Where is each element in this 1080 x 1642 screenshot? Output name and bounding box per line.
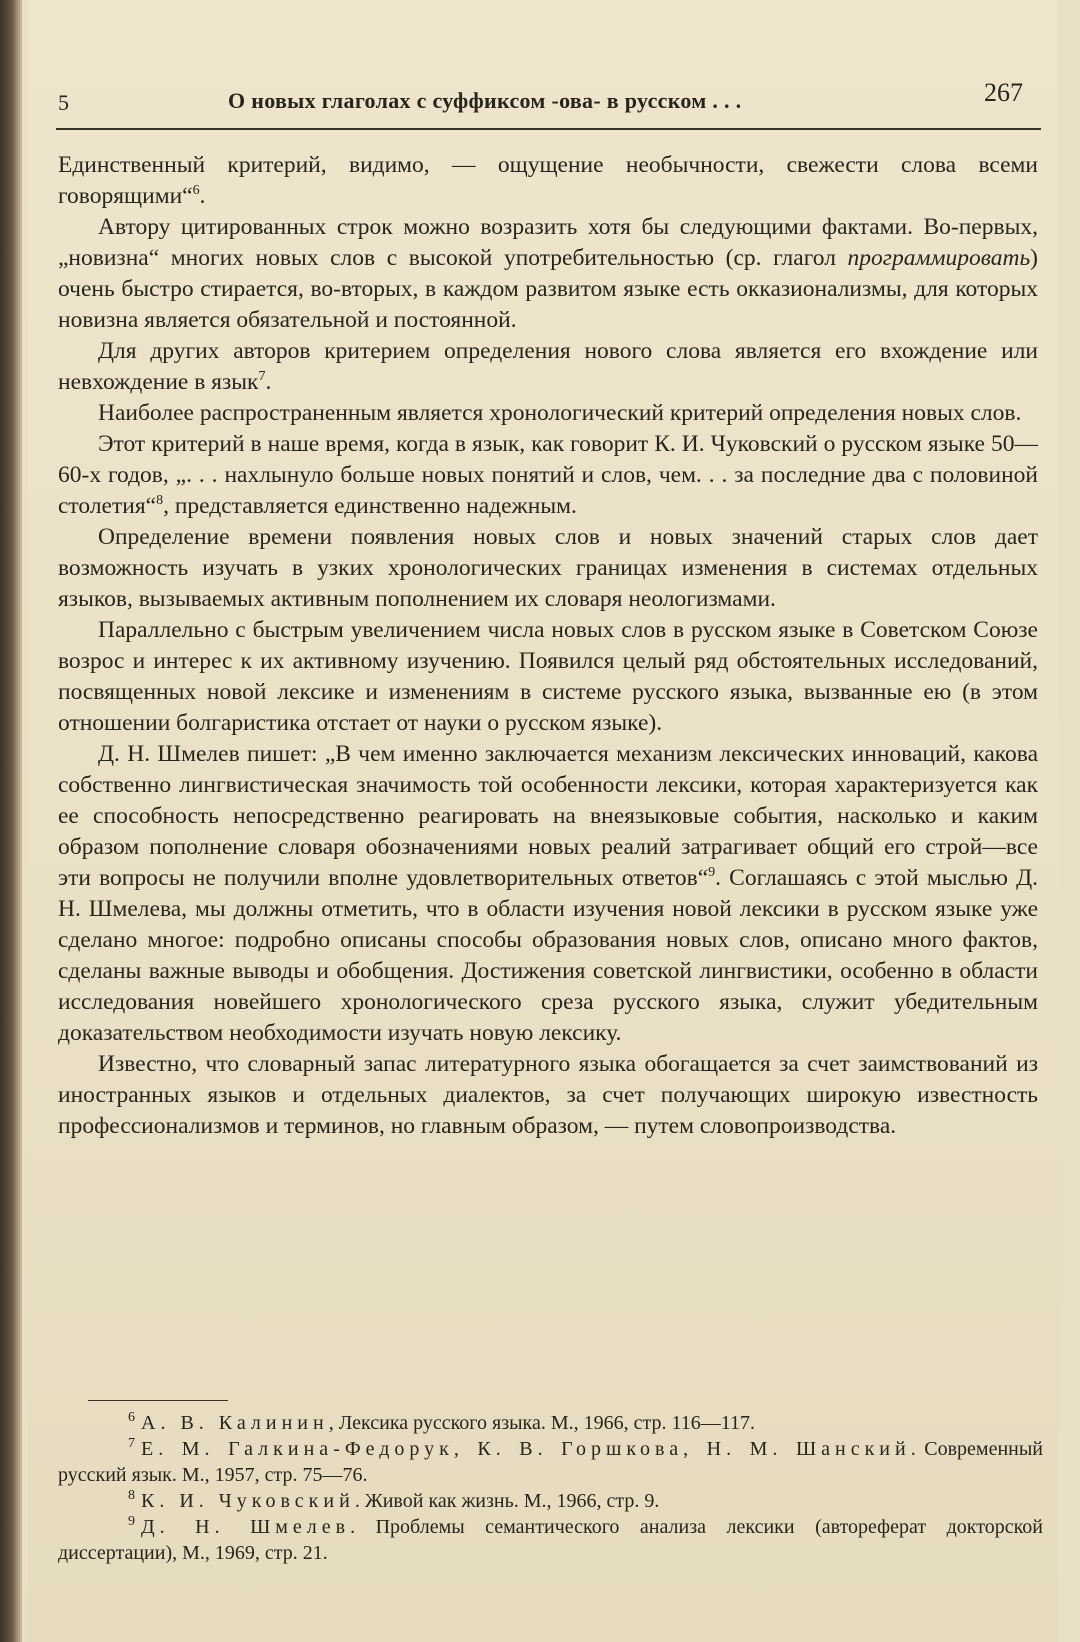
- paragraph: [58, 398, 1038, 429]
- text-run: Этот критерий в наше время, когда в язык, как говорит К. И. Чуковский о русском языке 50—60-х годов, „. . . нахлынуло больше новых понятий и слов, чем. . . за последние два с половиной столетия“: [58, 431, 1038, 519]
- text-run: . Соглашаясь с этой мыслью Д. Н. Шмелева, мы должны отметить, что в области изучения новой лексики в русском языке уже сделано многое: подробно описаны способы образования новых слов, описано много фактов, сделаны важные выводы и обобщения. Достижения советской лингвистики, особенно в области исследования новейшего хронологического среза русского языка, служит убедительным доказательством необходимости изучать новую лексику.: [58, 865, 1038, 1046]
- footnote-author: А. В. Калинин: [141, 1412, 329, 1434]
- footnote-text: , Лексика русского языка. М., 1966, стр. 116—117.: [328, 1412, 755, 1434]
- text-run: Автору цитированных строк можно возразить хотя бы следующими фактами. Во-первых, „новизна“ многих новых слов с высокой употребительностью (ср. глагол: [58, 214, 1038, 271]
- text-run: ) очень быстро стирается, во-вторых, в каждом развитом языке есть окказионализмы, для которых новизна является обязательной и постоянной.: [58, 245, 1038, 333]
- footnote-ref: 6: [192, 183, 200, 199]
- running-header: [58, 76, 1043, 116]
- text-run: , представляется единственно надежным.: [163, 493, 577, 519]
- footnote-text: . Проблемы семантического анализа лексики (автореферат докторской диссертации), М., 1969, стр. 21.: [58, 1516, 1043, 1564]
- footnote-text: . Живой как жизнь. М., 1966, стр. 9.: [354, 1490, 660, 1512]
- footnote-ref: 7: [258, 369, 266, 385]
- footnote-ref: 9: [708, 865, 716, 881]
- text-run: Параллельно с быстрым увеличением числа новых слов в русском языке в Советском Союзе возрос и интерес к их активному изучению. Появился целый ряд обстоятельных исследований, посвященных новой лексике и изменениям в системе русского языка, вызванные ею (в этом отношении болгаристика отстает от науки о русском языке).: [58, 617, 1038, 736]
- paragraph: [58, 1049, 1038, 1142]
- footnote-text: . Современный русский язык. М., 1957, стр. 75—76.: [58, 1438, 1043, 1486]
- text-run: Определение времени появления новых слов и новых значений старых слов дает возможность изучать в узких хронологических границах изменения в системах отдельных языков, вызываемых активным пополнением их словаря неологизмами.: [58, 524, 1038, 612]
- running-title: О новых глаголах с суффиксом -ова- в русском . . .: [228, 88, 742, 113]
- text-run: Единственный критерий, видимо, — ощущение необычности, свежести слова всеми говорящими“: [58, 152, 1038, 209]
- paragraph: [58, 212, 1038, 336]
- paragraph: [58, 336, 1038, 398]
- footnote: [58, 1514, 1043, 1566]
- paragraph: [58, 615, 1038, 739]
- paragraph: [58, 150, 1038, 212]
- footnote: [58, 1488, 1043, 1514]
- footnote: [58, 1410, 1043, 1436]
- main-text: [58, 150, 1038, 1142]
- footnote-ref: 8: [156, 493, 164, 509]
- footnote-rule: [88, 1400, 228, 1401]
- book-page: [28, 0, 1058, 1642]
- text-run: Д. Н. Шмелев пишет: „В чем именно заключается механизм лексических инноваций, какова собственно лингвистическая значимость той особенности лексики, которая характеризуется как ее способность непосредственно реагировать на внеязыковые события, насколько и каким образом пополнение словаря обозначениями новых реалий затрагивает общий его строй—все эти вопросы не получили вполне удовлетворительных ответов“: [58, 741, 1038, 891]
- text-run: .: [265, 369, 272, 395]
- page-number: 267: [984, 78, 1023, 107]
- footnote: [58, 1436, 1043, 1488]
- book-spine-shadow: [0, 0, 22, 1642]
- paragraph: [58, 522, 1038, 615]
- text-run: Для других авторов критерием определения нового слова является его вхождение или невхождение в язык: [58, 338, 1038, 395]
- footnote-author: Д. Н. Шмелев: [141, 1516, 351, 1538]
- footnote-number: 7: [128, 1436, 135, 1452]
- paragraph: [58, 739, 1038, 1049]
- footnote-number: 9: [128, 1514, 135, 1530]
- footnote-author: К. И. Чуковский: [141, 1490, 355, 1512]
- text-run: Известно, что словарный запас литературного языка обогащается за счет заимствований из иностранных языков и отдельных диалектов, за счет получающих широкую известность профессионализмов и терминов, но главным образом, — путем словопроизводства.: [58, 1051, 1038, 1139]
- footnote-author: Е. М. Галкина-Федорук, К. В. Горшкова, Н. М. Шанский: [141, 1438, 911, 1460]
- header-left-mark: 5: [58, 90, 69, 115]
- emphasis: программировать: [847, 245, 1031, 271]
- footnotes: [58, 1410, 1043, 1566]
- text-run: Наиболее распространенным является хронологический критерий определения новых слов.: [98, 400, 1022, 426]
- text-run: .: [199, 183, 206, 209]
- header-rule: [56, 128, 1041, 130]
- footnote-number: 8: [128, 1488, 135, 1504]
- paragraph: [58, 429, 1038, 522]
- footnote-number: 6: [128, 1410, 135, 1426]
